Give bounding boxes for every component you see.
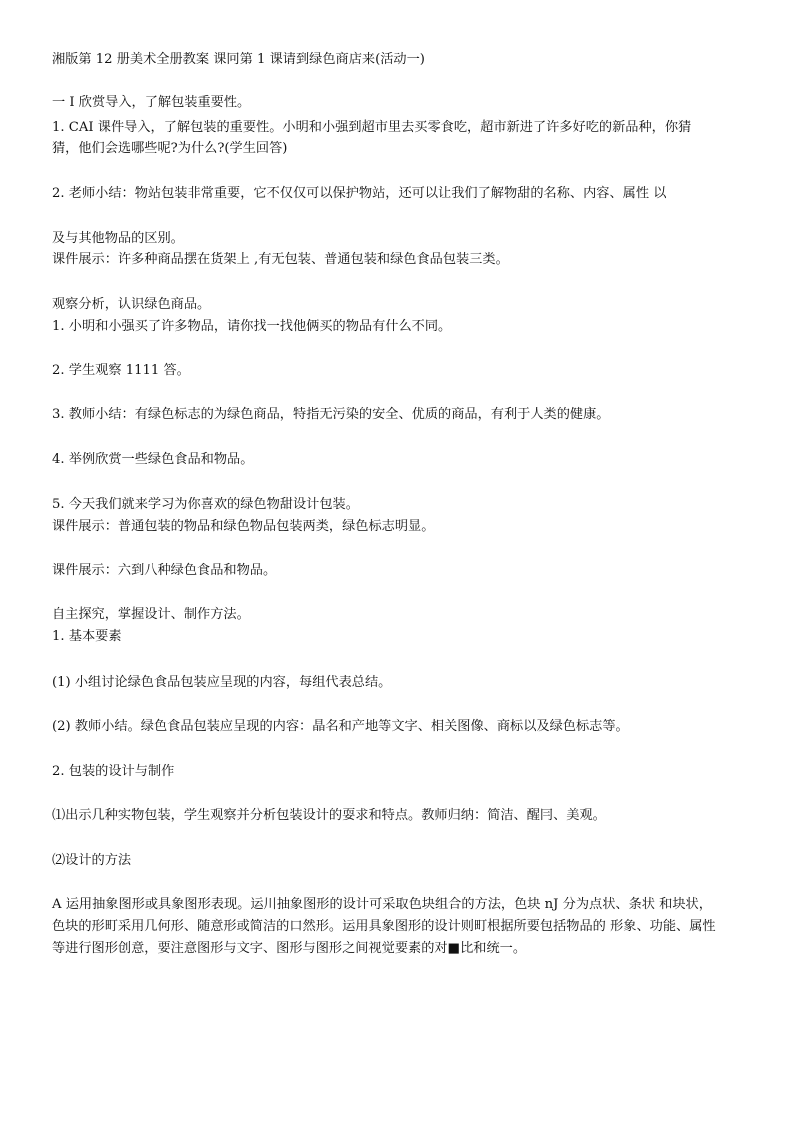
paragraph-line: 等进行图形创意，要注意图形与文字、图形与图形之间视觉要素的对■比和统一。: [52, 941, 527, 956]
list-item: 1. 小明和小强买了许多物品，请你找一找他俩买的物品有什么不同。: [52, 319, 452, 334]
list-item: (1) 小组讨论绿色食品包装应呈现的内容，每组代表总结。: [52, 675, 392, 690]
paragraph-line: 及与其他物品的区别。: [52, 231, 184, 246]
paragraph-line: 课件展示：六到八种绿色食品和物品。: [52, 563, 277, 578]
list-item: 1. 基本要素: [52, 629, 122, 644]
section-heading-explore: 自主探究，掌握设计、制作方法。: [52, 607, 250, 622]
document-title: 湘版第 12 册美术全册教案 课冋第 1 课请到绿色商店来(活动一): [52, 52, 425, 67]
list-item: 4. 举例欣赏一些绿色食品和物品。: [52, 452, 254, 467]
list-item: (2) 教师小结。绿色食品包装应呈现的内容：晶名和产地等文字、相关图像、商标以及绿色标志等。: [52, 719, 629, 734]
paragraph-line: 2. 老师小结：物站包装非常重要，它不仅仅可以保护物站，还可以让我们了解物甜的名称、内容、属性 以: [52, 186, 667, 201]
paragraph-line: 色块的形町采用几何形、随意形或简洁的口然形。运用具象图形的设计则町根据所要包括物品的 形象、功能、属性: [52, 919, 716, 934]
section-heading-observe: 观察分析，认识绿色商品。: [52, 297, 211, 312]
paragraph-line: 课件展示：普通包装的物品和绿色物品包装两类，绿色标志明显。: [52, 519, 435, 534]
section-heading-intro: 一 I 欣赏导入，了解包装重要性。: [52, 95, 251, 110]
section-heading-design: 2. 包装的设计与制作: [52, 764, 175, 779]
paragraph-line: 1. CAI 课件导入，了解包装的重要性。小明和小强到超市里去买零食吃，超市新进了许多好吃的新品种，你猜: [52, 120, 692, 135]
list-item: 3. 教师小结：有绿色标志的为绿色商品，特指无污染的安全、优质的商品，有利于人类的健康。: [52, 407, 610, 422]
paragraph-line: A 运用抽象图形或具象图形表现。运川抽象图形的设计可采取色块组合的方法，色块 nJ 分为点状、条状 和块状，: [52, 897, 712, 912]
paragraph-line: 猜，他们会选哪些呢?为什么?(学生回答): [52, 141, 288, 156]
paragraph-line: 课件展示：许多种商品摆在货架上 ,有无包装、普通包装和绿色食品包装三类。: [52, 252, 509, 267]
list-item: ⑵设计的方法: [52, 853, 132, 868]
list-item: 2. 学生观察 1111 答。: [52, 363, 190, 378]
list-item: 5. 今天我们就来学习为你喜欢的绿色物甜设计包装。: [52, 497, 359, 512]
list-item: ⑴出示几种实物包装，学生观察并分析包装设计的耍求和特点。教师归纳：简洁、醒冃、美观。: [52, 808, 606, 823]
